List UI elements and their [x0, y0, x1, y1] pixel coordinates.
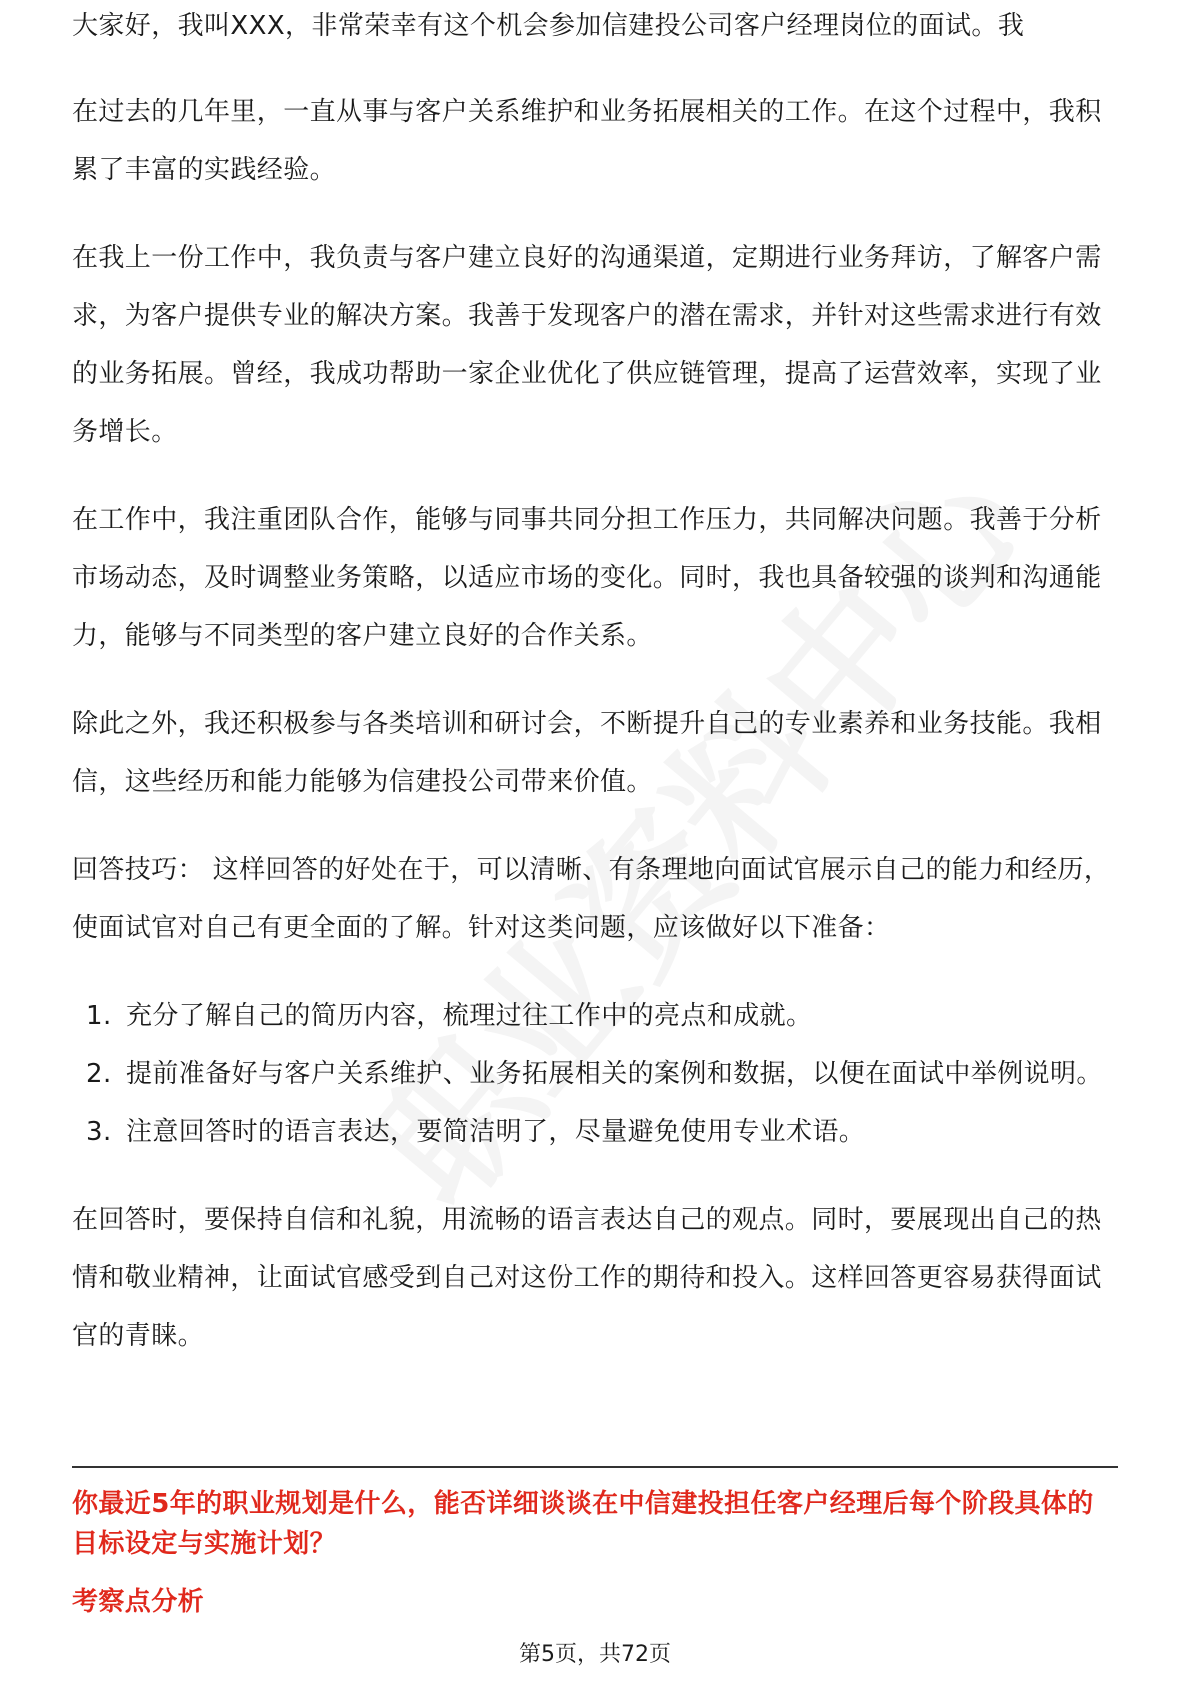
list-item-text: 充分了解自己的简历内容，梳理过往工作中的亮点和成就。: [126, 1001, 813, 1031]
page-indicator: 第5页，共72页: [519, 1642, 671, 1667]
list-item-text: 提前准备好与客户关系维护、业务拓展相关的案例和数据，以便在面试中举例说明。: [126, 1059, 1103, 1089]
list-item: [72, 987, 1118, 1045]
list-item-number: 3.: [86, 1117, 112, 1147]
list-item-text: 注意回答时的语言表达，要简洁明了，尽量避免使用专业术语。: [126, 1117, 866, 1147]
paragraph-closing: 在回答时，要保持自信和礼貌，用流畅的语言表达自己的观点。同时，要展现出自己的热情和敬业精神，让面试官感受到自己对这份工作的期待和投入。这样回答更容易获得面试官的青睐。: [72, 1205, 1102, 1351]
clipped-top-line: 大家好，我叫XXX，非常荣幸有这个机会参加信建投公司客户经理岗位的面试。我: [72, 11, 1025, 41]
list-item: [72, 1045, 1118, 1103]
paragraph-previous-job: 在我上一份工作中，我负责与客户建立良好的沟通渠道，定期进行业务拜访，了解客户需求，为客户提供专业的解决方案。我善于发现客户的潜在需求，并针对这些需求进行有效的业务拓展。曾经，我成功帮助一家企业优化了供应链管理，提高了运营效率，实现了业务增长。: [72, 243, 1102, 447]
list-item-number: 2.: [86, 1059, 112, 1089]
next-question-heading: 你最近5年的职业规划是什么，能否详细谈谈在中信建投担任客户经理后每个阶段具体的目标设定与实施计划？: [72, 1489, 1094, 1559]
tips-list: [72, 987, 1118, 1161]
list-item-number: 1.: [86, 1001, 112, 1031]
section-divider: [72, 1466, 1118, 1468]
paragraph-answer-tip: 回答技巧： 这样回答的好处在于，可以清晰、有条理地向面试官展示自己的能力和经历，使面试官对自己有更全面的了解。针对这类问题，应该做好以下准备：: [72, 855, 1111, 943]
paragraph-teamwork: 在工作中，我注重团队合作，能够与同事共同分担工作压力，共同解决问题。我善于分析市场动态，及时调整业务策略，以适应市场的变化。同时，我也具备较强的谈判和沟通能力，能够与不同类型的客户建立良好的合作关系。: [72, 505, 1102, 651]
paragraph-training: 除此之外，我还积极参与各类培训和研讨会，不断提升自己的专业素养和业务技能。我相信，这些经历和能力能够为信建投公司带来价值。: [72, 709, 1102, 797]
answer-body: [72, 83, 1118, 1395]
list-item: [72, 1103, 1118, 1161]
paragraph-experience: 在过去的几年里，一直从事与客户关系维护和业务拓展相关的工作。在这个过程中，我积累了丰富的实践经验。: [72, 97, 1102, 185]
analysis-section-label: 考察点分析: [72, 1587, 205, 1617]
document-page: [72, 0, 1118, 1684]
